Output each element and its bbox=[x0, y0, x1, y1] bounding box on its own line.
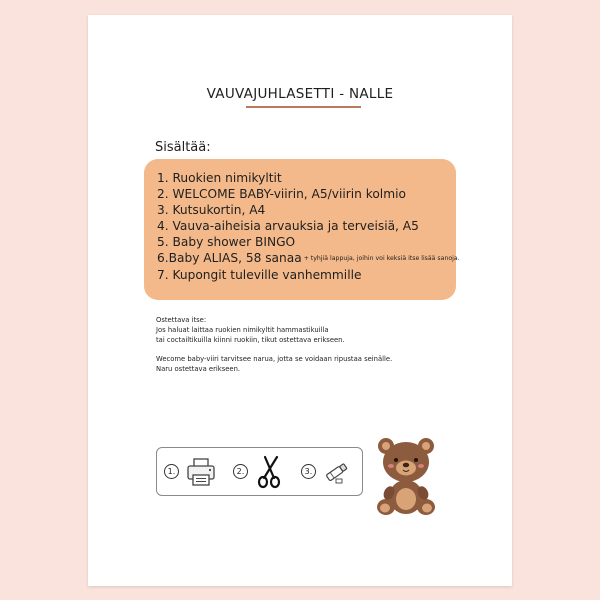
list-item: 1. Ruokien nimikyltit bbox=[157, 171, 282, 185]
list-item: 3. Kutsukortin, A4 bbox=[157, 203, 266, 217]
step-number: 3. bbox=[301, 464, 316, 479]
list-item: 6.Baby ALIAS, 58 sanaa + tyhjiä lappuja, joihin voi keksiä itse lisää sanoja. bbox=[157, 251, 460, 265]
list-item: 5. Baby shower BINGO bbox=[157, 235, 296, 249]
notes-line: tai coctailtikuilla kiinni ruokiin, tikut ostettava erikseen. bbox=[156, 336, 345, 344]
contents-box bbox=[144, 159, 460, 300]
notes-line: Jos haluat laittaa ruokien nimikyltit hammastikuilla bbox=[156, 326, 329, 334]
teddy-bear-icon bbox=[374, 435, 438, 517]
step-number: 1. bbox=[164, 464, 179, 479]
notes-line: Naru ostettava erikseen. bbox=[156, 365, 241, 373]
notes-line: Wecome baby-viiri tarvitsee narua, jotta se voidaan ripustaa seinälle. bbox=[156, 355, 393, 363]
printer-icon bbox=[185, 456, 217, 488]
page-title: VAUVAJUHLASETTI - NALLE bbox=[206, 86, 394, 102]
notes-heading: Ostettava itse: bbox=[156, 316, 207, 324]
list-item: 4. Vauva-aiheisia arvauksia ja terveisiä, A5 bbox=[157, 219, 419, 233]
purchase-notes bbox=[156, 315, 392, 383]
contents-list bbox=[157, 170, 460, 283]
scissors-icon bbox=[255, 455, 285, 489]
steps-box bbox=[156, 447, 363, 496]
contents-label: Sisältää: bbox=[155, 140, 211, 155]
glue-stick-icon bbox=[322, 458, 350, 486]
title-underline bbox=[246, 106, 361, 108]
list-item: 7. Kupongit tuleville vanhemmille bbox=[157, 268, 362, 282]
list-item-note: + tyhjiä lappuja, joihin voi keksiä itse lisää sanoja. bbox=[301, 255, 460, 262]
document-page bbox=[88, 15, 512, 586]
list-item: 2. WELCOME BABY-viirin, A5/viirin kolmio bbox=[157, 187, 406, 201]
step-number: 2. bbox=[233, 464, 248, 479]
